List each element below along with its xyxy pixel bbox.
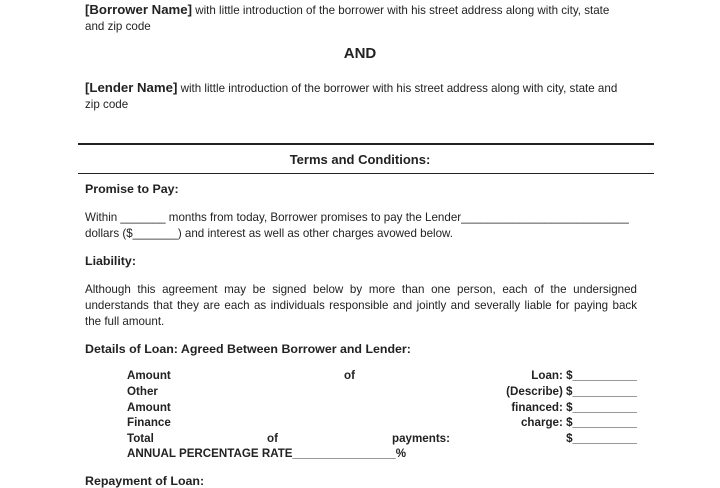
row-right: financed: $__________ [511, 401, 637, 414]
lender-intro-line2: zip code [85, 98, 129, 111]
promise-line2: dollars ($_______) and interest as well as other charges avowed below. [85, 227, 453, 240]
promise-text [85, 210, 637, 242]
row-left: Other [127, 385, 158, 398]
promise-heading: Promise to Pay: [85, 182, 179, 196]
loan-row-finance-charge [127, 416, 637, 432]
borrower-intro-line1: with little introduction of the borrower with his street address along with city, state [192, 4, 610, 17]
details-heading: Details of Loan: Agreed Between Borrower and Lender: [85, 342, 411, 356]
terms-bottom-rule [78, 173, 654, 174]
row-left: Amount [127, 401, 171, 414]
liability-line2: understands that they are each as individuals responsible and jointly and severally liable for paying back [85, 299, 637, 312]
apr-row [127, 447, 637, 463]
terms-title: Terms and Conditions: [289, 152, 431, 167]
liability-text [85, 282, 637, 330]
borrower-intro [85, 2, 637, 35]
row-mid: of [267, 432, 278, 445]
liability-line1: Although this agreement may be signed below by more than one person, each of the undersigned [85, 283, 637, 296]
liability-heading: Liability: [85, 254, 136, 268]
loan-row-amount [127, 369, 637, 385]
row-left: Amount [127, 369, 171, 382]
liability-line3: the full amount. [85, 315, 165, 328]
lender-intro [85, 80, 637, 113]
row-right: (Describe) $__________ [506, 385, 637, 398]
borrower-name: [Borrower Name] [85, 2, 192, 17]
row-left: Total [127, 432, 154, 445]
repayment-heading: Repayment of Loan: [85, 474, 205, 488]
lender-intro-line1: with little introduction of the borrower with his street address along with city, state and [177, 82, 618, 95]
row-right: charge: $__________ [520, 416, 637, 429]
row-mid2: payments: [392, 432, 450, 445]
row-right: Loan: $__________ [531, 369, 637, 382]
row-right: $__________ [566, 432, 637, 445]
apr-line: ANNUAL PERCENTAGE RATE________________% [127, 447, 407, 460]
lender-name: [Lender Name] [85, 80, 178, 95]
loan-row-amount-financed [127, 401, 637, 417]
and-label: AND [343, 45, 377, 62]
promise-line1: Within _______ months from today, Borrower promises to pay the Lender__________________________ [85, 211, 629, 224]
terms-top-rule [78, 143, 654, 145]
row-mid: of [344, 369, 355, 382]
borrower-intro-line2: and zip code [85, 20, 151, 33]
loan-row-total-payments [127, 432, 637, 448]
loan-row-other [127, 385, 637, 401]
row-left: Finance [127, 416, 171, 429]
